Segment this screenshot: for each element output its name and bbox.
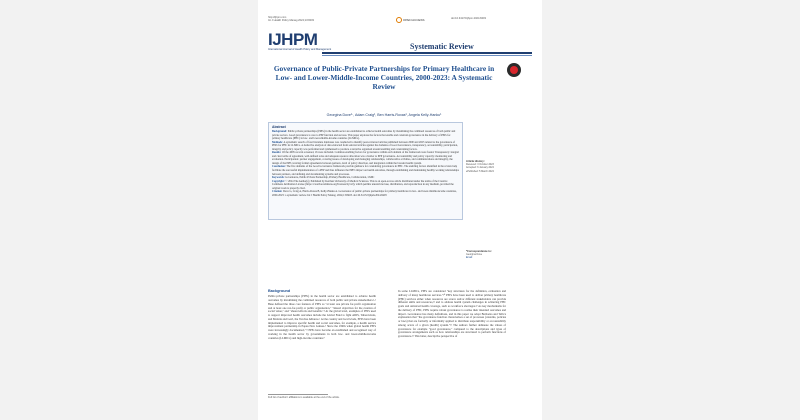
abstract-results: Of the 4095 records screened, 16 were included. Common enabling factors for governance within each domain of the framework were found. Transparency: integral and clear terms of agreement, well-defined roles and adequate resource allocation was a barrier to PPP governance. Accountability and policy capacity: monitoring and evaluation. Participation: partner engagement, covering issues of developing and managing relationships, collaborative activities, and communications and integrity, the design of the PPP covering formal agreements between partners, level of policy direction, and integration within the broader health system. <box>272 151 459 165</box>
accepted-date: Accepted: 6 January 2024 <box>466 166 494 170</box>
correspondence-email[interactable]: Email: <box>466 256 473 260</box>
abstract-results-label: Results: <box>272 151 282 155</box>
open-access-icon <box>396 17 402 23</box>
abstract-background: Public-private partnerships (PPPs) in the health sector are established to achieve health outcomes by maximising the combined resources of both public and private sectors. Good governance is core to PPP function and success. This paper explores the factors that enable and constrain governance in the delivery of PPPs for primary healthcare (PHC) in low- and lower-middle-income countries (LLMICs). <box>272 130 456 141</box>
body-column-right <box>398 290 506 339</box>
header-rule-secondary <box>322 55 532 56</box>
journal-url[interactable]: http://ijhpm.com <box>268 16 287 19</box>
history-label: Article History: <box>466 160 485 163</box>
logo-text: IJHPM <box>268 30 318 49</box>
article-history <box>466 160 530 173</box>
abstract-methods-label: Methods: <box>272 140 283 144</box>
citation-label: Citation: <box>272 190 283 194</box>
article-title: Governance of Public-Private Partnerships for Primary Healthcare in Low- and Lower-Middle-Income Countries, 2000-2023: A Systematic Review <box>273 64 495 91</box>
abstract-conclusion: The five domains of the Good Governance framework provide guidance for considering governance in PHC. The enabling factors identified in the review help facilitate the successful implementation of a PPP and thus influence the PPP's impact on health outcomes, through establishing and maintaining healthy working relationships between partners, and defining and documenting systems and processes. <box>272 165 459 176</box>
journal-logo <box>268 31 331 51</box>
copyright: © 2024 The Author(s); Published by Kerman University of Medical Sciences. This is an open-access article distributed under the terms of the Creative Commons Attribution License (https://creativecommons.org/licenses/by/4.0), which permits unrestricted use, distribution, and reproduction in any medium, provided the original work is properly cited. <box>272 179 454 190</box>
body-text-right: In some LLMICs, PPPs are considered "key structures for the definition, evaluation and delivery of many healthcare services."¹⁰ PPPs have been used to deliver primary healthcare (PHC) services either when resources are scarce and/or different stakeholders can provide different skills and resources,¹¹ and to address health system challenges in achieving PHC goals and universal health coverage, such as workforce shortages.¹² As key mechanisms for the delivery of PHC, PPPs require robust governance to realise their intended outcomes and impact. Governance has many definitions, and in this paper we adopt Barbazza and Tello's explanation that "the governance function characterises a set of processes (customs, policies or laws) that are formally or informally applied to distribute responsibility or accountability among actors of a given [health] system."¹³ The authors further delineate the values of governance for example "good governance," compared to the descriptions and types of governance arrangements such as how relationships are structured to perform functions of governance.¹³ This latter, descriptive perspective of <box>398 289 506 338</box>
keywords-label: Keywords: <box>272 176 285 180</box>
correspondence-name: Georgina Dove <box>466 253 483 256</box>
abstract-box <box>268 122 463 220</box>
keywords: Governance, Public-Private Partnership, Primary Healthcare, Collaboration, LMIC <box>285 176 375 180</box>
doi-link[interactable]: doi 10.34172/ijhpm.2024.8403 <box>451 17 486 20</box>
correspondence <box>466 250 530 260</box>
body-text-left: Public-private partnerships (PPPs) in the health sector are established to achieve health outcomes by maximising the combined resources of both public and private stakeholders.¹-³ Buse defined the three core features of PPPs as "at least one private for-profit organisation and at least one not-for-profit or public organisation," "shared objectives for the creation of social value," and "shared efforts and benefits."⁴ At the global level, examples of PPPs used to support improved health outcomes include the Global Fund to fight AIDS, Tuberculosis, and Malaria and Gavi, the Vaccine Alliance.⁵ At the country and local levels, PPPs have been implemented to improve specific health and social outcomes, for example, a health service improvement partnership in Papua New Guinea.⁶ Since the 1990s when global health PPPs were increasingly documented,⁷·⁸ PPPs have become an established and recognised way of working in the health sector by governments in both low- and lower-middle-income countries (LLMICs) and high-income countries.⁹ <box>268 294 376 340</box>
epublished-date: ePublished: 5 March 2024 <box>466 169 494 173</box>
logo-subtitle: International Journal of Health Policy and Management <box>268 48 332 51</box>
journal-meta <box>268 16 358 23</box>
abstract-heading: Abstract <box>272 124 286 129</box>
background-heading: Background <box>268 289 291 293</box>
abstract-methods: A systematic search of four literature databases was conducted to identify peer-reviewed articles published between 2000 and 2023 related to the governance of PPPs for PHC in LLMICs. A deductive analysis of data extracted from selected articles against the domains of Good Governance, transparency, accountability, participation, integrity and policy capacity was performed and synthesised to produce a narrative organised around enabling and constraining factors. <box>272 140 458 151</box>
header-rule <box>322 52 532 54</box>
abstract-conclusion-label: Conclusion: <box>272 165 286 169</box>
abstract-background-label: Background: <box>272 130 288 133</box>
abstract-text <box>269 130 462 197</box>
correspondence-label: *Correspondence to: <box>466 250 492 253</box>
body-column-left <box>268 290 376 340</box>
received-date: Received: 3 October 2023 <box>466 163 494 166</box>
section-type: Systematic Review <box>410 42 474 51</box>
open-access-badge <box>396 17 425 23</box>
footnote: Full list of authors' affiliations is available at the end of the article. <box>268 396 340 399</box>
author-list: Georgina Dove¹·, Adam Craig¹, Ben Harris-Roxas¹, Angela Kelly-Hanku¹ <box>326 113 442 117</box>
journal-issue: Int J Health Policy Manag 2024;13:8403 <box>268 19 314 23</box>
citation: Dove G, Craig A, Harris-Roxas B, Kelly-Hanku A. Governance of public-private partnerships for primary healthcare in low- and lower-middle-income countries, 2000-2023: a systematic review. Int J Health Policy Manag. 2024;13:8403. doi:10.34172/ijhpm.2024.8403 <box>272 190 457 197</box>
open-access-label: OPEN ACCESS <box>403 17 425 22</box>
copyright-label: Copyright: <box>272 179 285 183</box>
article-page <box>258 0 542 420</box>
crossmark-icon[interactable] <box>507 63 521 77</box>
